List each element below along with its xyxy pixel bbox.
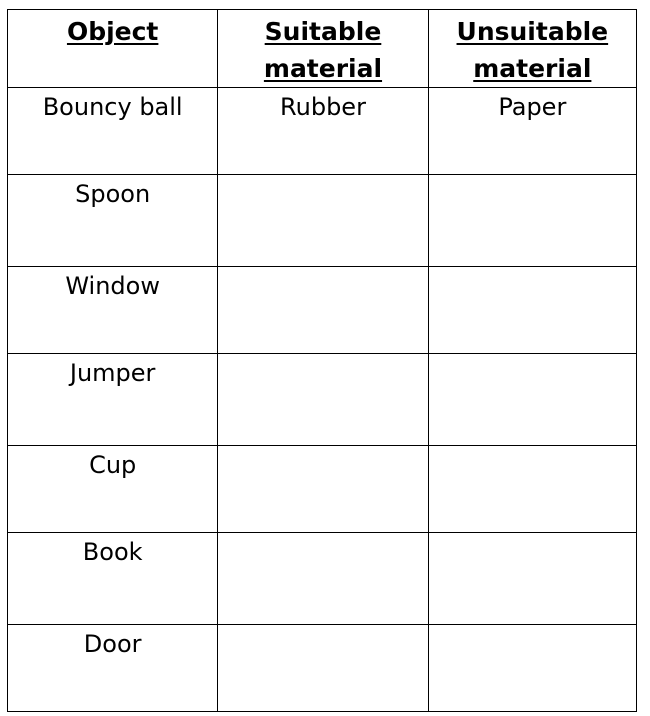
table-row bbox=[8, 625, 637, 712]
suitable-material-text: Rubber bbox=[280, 93, 366, 121]
object-label: Door bbox=[83, 630, 142, 658]
object-label: Window bbox=[65, 272, 160, 300]
header-suitable-label: Suitable material bbox=[263, 17, 383, 83]
object-cell bbox=[8, 625, 218, 712]
header-row bbox=[8, 10, 637, 88]
suitable-cell[interactable] bbox=[218, 267, 428, 354]
object-cell bbox=[8, 267, 218, 354]
unsuitable-cell[interactable] bbox=[428, 625, 636, 712]
unsuitable-material-text: Paper bbox=[498, 93, 567, 121]
suitable-cell[interactable] bbox=[218, 88, 428, 175]
suitable-cell[interactable] bbox=[218, 354, 428, 446]
table-row bbox=[8, 446, 637, 533]
table-row bbox=[8, 175, 637, 267]
suitable-cell[interactable] bbox=[218, 446, 428, 533]
object-cell bbox=[8, 446, 218, 533]
table-row bbox=[8, 354, 637, 446]
table-row bbox=[8, 267, 637, 354]
object-cell bbox=[8, 88, 218, 175]
table-row bbox=[8, 88, 637, 175]
unsuitable-cell[interactable] bbox=[428, 533, 636, 625]
suitable-cell[interactable] bbox=[218, 625, 428, 712]
header-suitable bbox=[218, 10, 428, 88]
object-cell bbox=[8, 354, 218, 446]
unsuitable-cell[interactable] bbox=[428, 446, 636, 533]
object-cell bbox=[8, 533, 218, 625]
object-label: Jumper bbox=[69, 359, 156, 387]
unsuitable-cell[interactable] bbox=[428, 354, 636, 446]
object-label: Bouncy ball bbox=[42, 93, 183, 121]
header-unsuitable-label: Unsuitable material bbox=[456, 17, 609, 83]
object-label: Book bbox=[82, 538, 143, 566]
unsuitable-cell[interactable] bbox=[428, 267, 636, 354]
object-label: Cup bbox=[89, 451, 137, 479]
object-label: Spoon bbox=[75, 180, 151, 208]
table-row bbox=[8, 533, 637, 625]
unsuitable-cell[interactable] bbox=[428, 175, 636, 267]
object-cell bbox=[8, 175, 218, 267]
suitable-cell[interactable] bbox=[218, 175, 428, 267]
header-object bbox=[8, 10, 218, 88]
header-object-label: Object bbox=[66, 17, 159, 46]
materials-table bbox=[7, 9, 637, 712]
unsuitable-cell[interactable] bbox=[428, 88, 636, 175]
header-unsuitable bbox=[428, 10, 636, 88]
suitable-cell[interactable] bbox=[218, 533, 428, 625]
